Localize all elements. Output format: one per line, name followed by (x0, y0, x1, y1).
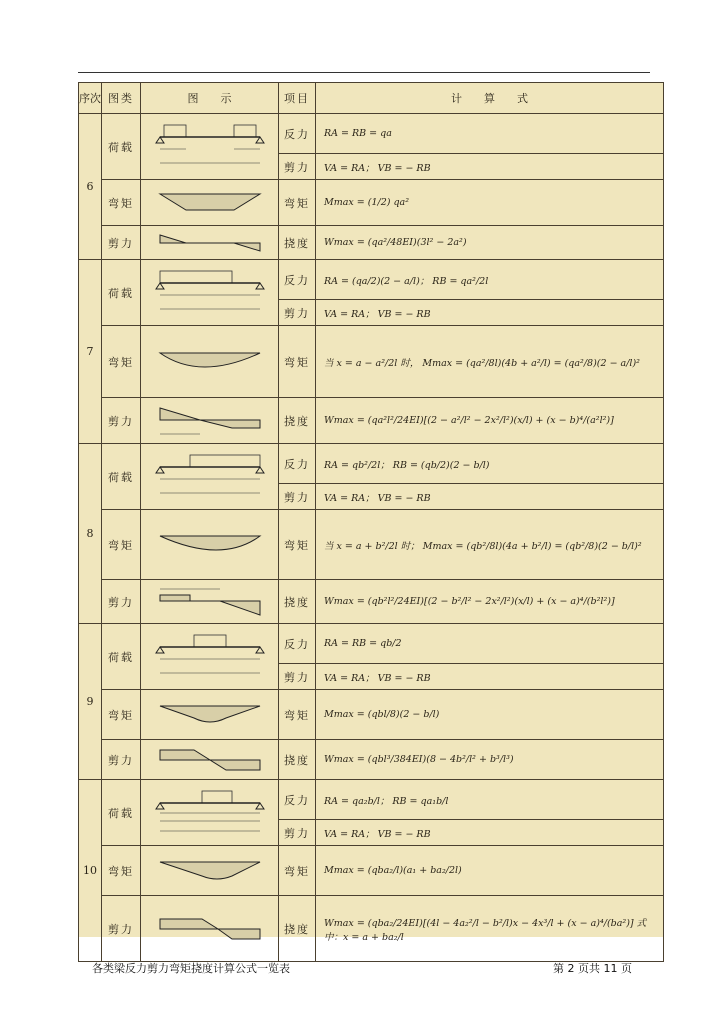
shear-diagram (141, 226, 279, 260)
row-type: 剪力 (102, 580, 141, 624)
load-diagram (141, 260, 279, 326)
row-item: 反力 (279, 260, 316, 300)
row-type: 荷载 (102, 780, 141, 846)
row-item: 剪力 (279, 820, 316, 846)
moment-diagram-shape (150, 700, 270, 730)
table-row (79, 260, 664, 300)
table-row (79, 624, 664, 664)
formula: RA = qa₂b/l； RB = qa₁b/l (316, 780, 664, 820)
row-type: 剪力 (102, 226, 141, 260)
formula: Wmax = (qa²/48EI)(3l² − 2a²) (316, 226, 664, 260)
case-number: 7 (79, 260, 102, 444)
formula: 当 x = a − a²/2l 时， Mmax = (qa²/8l)(4b + a²/l) = (qa²/8)(2 − a/l)² (316, 326, 664, 398)
document-title: 各类梁反力剪力弯矩挠度计算公式一览表 (92, 962, 290, 975)
row-item: 反力 (279, 444, 316, 484)
formula: RA = (qa/2)(2 − a/l)； RB = qa²/2l (316, 260, 664, 300)
formula: VA = RA； VB = − RB (316, 664, 664, 690)
formula: VA = RA； VB = − RB (316, 154, 664, 180)
row-type: 荷载 (102, 444, 141, 510)
table-row (79, 326, 664, 398)
table-row (79, 780, 664, 820)
row-item: 弯矩 (279, 180, 316, 226)
moment-diagram (141, 690, 279, 740)
header-type: 图类 (102, 83, 141, 114)
formula: 当 x = a + b²/2l 时； Mmax = (qb²/8l)(4a + b²/l) = (qb²/8)(2 − b/l)² (316, 510, 664, 580)
formula: Mmax = (qba₂/l)(a₁ + ba₂/2l) (316, 846, 664, 896)
case-number: 10 (79, 780, 102, 962)
moment-diagram (141, 326, 279, 398)
shear-diagram-shape (150, 231, 270, 255)
beam-load-diagram (150, 265, 270, 320)
table-row (79, 846, 664, 896)
row-item: 挠度 (279, 226, 316, 260)
case-number: 9 (79, 624, 102, 780)
row-type: 弯矩 (102, 510, 141, 580)
header-figure: 图 示 (141, 83, 279, 114)
beam-load-diagram (150, 785, 270, 840)
shear-diagram-shape (150, 404, 270, 438)
row-type: 剪力 (102, 398, 141, 444)
table-row (79, 114, 664, 154)
row-type: 弯矩 (102, 180, 141, 226)
table-row (79, 690, 664, 740)
row-item: 剪力 (279, 484, 316, 510)
table-row (79, 510, 664, 580)
formula: Wmax = (qbl³/384EI)(8 − 4b²/l² + b³/l³) (316, 740, 664, 780)
row-type: 剪力 (102, 896, 141, 962)
table-row (79, 398, 664, 444)
formula: RA = qb²/2l； RB = (qb/2)(2 − b/l) (316, 444, 664, 484)
row-item: 剪力 (279, 154, 316, 180)
table-row (79, 896, 664, 962)
row-type: 弯矩 (102, 846, 141, 896)
row-item: 弯矩 (279, 690, 316, 740)
row-item: 剪力 (279, 664, 316, 690)
table-row (79, 226, 664, 260)
header-item: 项目 (279, 83, 316, 114)
row-type: 荷载 (102, 624, 141, 690)
formula: RA = RB = qb/2 (316, 624, 664, 664)
row-type: 剪力 (102, 740, 141, 780)
formula: VA = RA； VB = − RB (316, 484, 664, 510)
row-type: 荷载 (102, 260, 141, 326)
shear-diagram-shape (150, 746, 270, 774)
row-type: 弯矩 (102, 690, 141, 740)
moment-diagram-shape (150, 530, 270, 560)
row-type: 弯矩 (102, 326, 141, 398)
row-type: 荷载 (102, 114, 141, 180)
row-item: 剪力 (279, 300, 316, 326)
moment-diagram (141, 846, 279, 896)
row-item: 挠度 (279, 580, 316, 624)
table-row (79, 580, 664, 624)
formula: VA = RA； VB = − RB (316, 820, 664, 846)
row-item: 挠度 (279, 896, 316, 962)
shear-diagram (141, 580, 279, 624)
load-diagram (141, 780, 279, 846)
beam-load-diagram (150, 629, 270, 684)
case-number: 8 (79, 444, 102, 624)
formula: Wmax = (qba₂/24EI)[(4l − 4a₂²/l − b²/l)x − 4x³/l + (x − a)⁴/(ba²)] 式中：x = a + ba₂/l (316, 896, 664, 962)
formula: RA = RB = qa (316, 114, 664, 154)
formula: VA = RA； VB = − RB (316, 300, 664, 326)
row-item: 弯矩 (279, 846, 316, 896)
page-number: 第 2 页共 11 页 (553, 962, 632, 975)
table-row (79, 444, 664, 484)
row-item: 反力 (279, 780, 316, 820)
shear-diagram (141, 740, 279, 780)
case-number: 6 (79, 114, 102, 260)
table-row (79, 740, 664, 780)
formula: Wmax = (qa²l²/24EI)[(2 − a²/l² − 2x²/l²)(x/l) + (x − b)⁴/(a²l²)] (316, 398, 664, 444)
formula: Mmax = (1/2) qa² (316, 180, 664, 226)
load-diagram (141, 114, 279, 180)
row-item: 挠度 (279, 740, 316, 780)
load-diagram (141, 624, 279, 690)
moment-diagram-shape (150, 347, 270, 377)
beam-formula-table (78, 82, 664, 962)
top-rule (78, 72, 650, 73)
row-item: 弯矩 (279, 326, 316, 398)
shear-diagram (141, 896, 279, 962)
shear-diagram-shape (150, 585, 270, 619)
row-item: 弯矩 (279, 510, 316, 580)
formula: Wmax = (qb²l²/24EI)[(2 − b²/l² − 2x²/l²)(x/l) + (x − a)⁴/(b²l²)] (316, 580, 664, 624)
row-item: 反力 (279, 624, 316, 664)
header-formula: 计 算 式 (316, 83, 664, 114)
beam-load-diagram (150, 449, 270, 504)
row-item: 挠度 (279, 398, 316, 444)
moment-diagram (141, 510, 279, 580)
table-row (79, 180, 664, 226)
load-diagram (141, 444, 279, 510)
formula: Mmax = (qbl/8)(2 − b/l) (316, 690, 664, 740)
moment-diagram-shape (150, 856, 270, 886)
moment-diagram-shape (150, 188, 270, 218)
shear-diagram (141, 398, 279, 444)
header-no: 序次 (79, 83, 102, 114)
shear-diagram-shape (150, 914, 270, 944)
row-item: 反力 (279, 114, 316, 154)
beam-load-diagram (150, 119, 270, 174)
table-header-row (79, 83, 664, 114)
moment-diagram (141, 180, 279, 226)
